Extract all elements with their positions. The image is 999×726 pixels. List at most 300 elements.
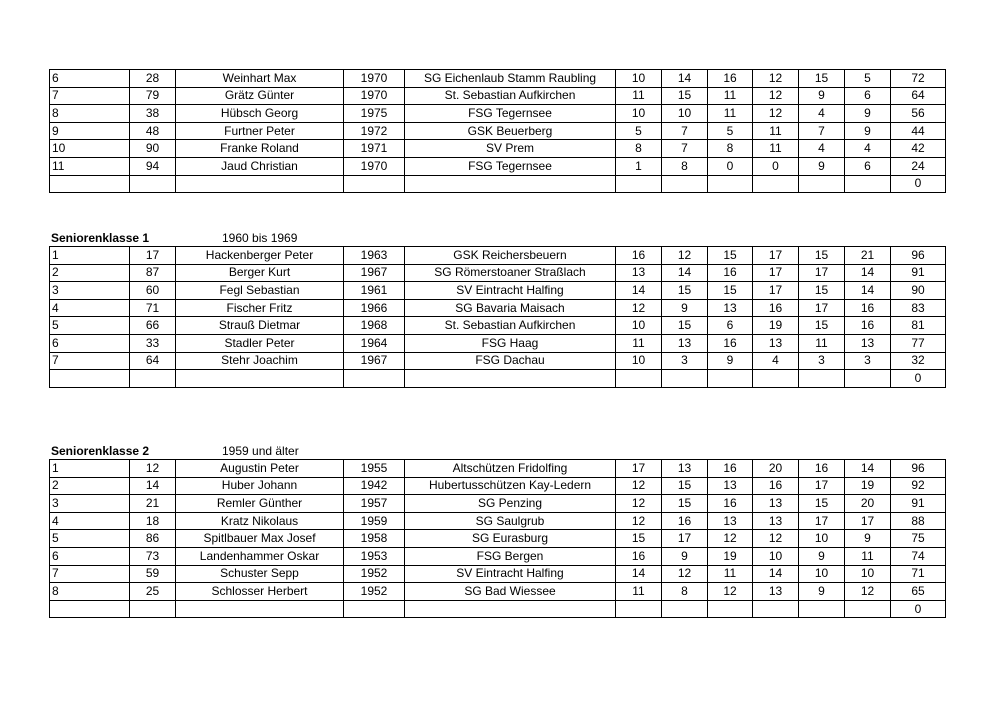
- series-4-cell: 11: [753, 122, 799, 140]
- club-cell: [405, 175, 616, 193]
- series-1-cell: [616, 600, 662, 618]
- rank-cell: 10: [50, 140, 130, 158]
- table-row: [50, 460, 946, 478]
- series-1-cell: 17: [616, 460, 662, 478]
- club-cell: SG Eurasburg: [405, 530, 616, 548]
- series-4-cell: 4: [753, 352, 799, 370]
- series-3-cell: 15: [708, 282, 753, 300]
- start-number-cell: 64: [130, 352, 176, 370]
- total-cell: 0: [891, 175, 946, 193]
- start-number-cell: 28: [130, 70, 176, 88]
- table-row: [50, 175, 946, 193]
- series-2-cell: 8: [662, 583, 708, 601]
- club-cell: Hubertusschützen Kay-Ledern: [405, 477, 616, 495]
- series-1-cell: 8: [616, 140, 662, 158]
- table-row: [50, 530, 946, 548]
- series-5-cell: 17: [799, 512, 845, 530]
- series-6-cell: [845, 370, 891, 388]
- series-3-cell: 13: [708, 299, 753, 317]
- series-5-cell: 9: [799, 157, 845, 175]
- birth-year-cell: [344, 370, 405, 388]
- series-5-cell: [799, 600, 845, 618]
- series-4-cell: 17: [753, 264, 799, 282]
- rank-cell: 6: [50, 70, 130, 88]
- start-number-cell: 25: [130, 583, 176, 601]
- start-number-cell: 71: [130, 299, 176, 317]
- total-cell: 88: [891, 512, 946, 530]
- name-cell: Furtner Peter: [176, 122, 344, 140]
- series-5-cell: 15: [799, 70, 845, 88]
- section-subtitle: 1960 bis 1969: [222, 231, 298, 245]
- total-cell: 91: [891, 264, 946, 282]
- series-2-cell: 15: [662, 495, 708, 513]
- total-cell: 0: [891, 600, 946, 618]
- series-6-cell: 6: [845, 87, 891, 105]
- series-6-cell: 6: [845, 157, 891, 175]
- name-cell: Schlosser Herbert: [176, 583, 344, 601]
- start-number-cell: 14: [130, 477, 176, 495]
- series-1-cell: 12: [616, 299, 662, 317]
- rank-cell: [50, 175, 130, 193]
- series-6-cell: 16: [845, 299, 891, 317]
- start-number-cell: [130, 175, 176, 193]
- club-cell: SG Bad Wiessee: [405, 583, 616, 601]
- start-number-cell: 73: [130, 547, 176, 565]
- table-row: [50, 70, 946, 88]
- series-3-cell: 6: [708, 317, 753, 335]
- start-number-cell: 90: [130, 140, 176, 158]
- birth-year-cell: 1952: [344, 565, 405, 583]
- total-cell: 92: [891, 477, 946, 495]
- series-6-cell: 9: [845, 105, 891, 123]
- start-number-cell: [130, 600, 176, 618]
- series-4-cell: 17: [753, 282, 799, 300]
- series-2-cell: 10: [662, 105, 708, 123]
- series-6-cell: 9: [845, 530, 891, 548]
- total-cell: 32: [891, 352, 946, 370]
- series-6-cell: 20: [845, 495, 891, 513]
- birth-year-cell: 1955: [344, 460, 405, 478]
- club-cell: FSG Dachau: [405, 352, 616, 370]
- rank-cell: 7: [50, 565, 130, 583]
- results-table-continuation: [49, 69, 946, 193]
- name-cell: [176, 370, 344, 388]
- series-2-cell: 12: [662, 247, 708, 265]
- table-row: [50, 122, 946, 140]
- series-3-cell: 16: [708, 334, 753, 352]
- table-row: [50, 282, 946, 300]
- rank-cell: 8: [50, 583, 130, 601]
- series-2-cell: 16: [662, 512, 708, 530]
- club-cell: FSG Haag: [405, 334, 616, 352]
- rank-cell: [50, 370, 130, 388]
- total-cell: 90: [891, 282, 946, 300]
- start-number-cell: 33: [130, 334, 176, 352]
- birth-year-cell: 1967: [344, 264, 405, 282]
- rank-cell: 1: [50, 247, 130, 265]
- series-1-cell: 10: [616, 105, 662, 123]
- series-1-cell: [616, 175, 662, 193]
- series-2-cell: 15: [662, 282, 708, 300]
- series-3-cell: 16: [708, 460, 753, 478]
- name-cell: Franke Roland: [176, 140, 344, 158]
- series-2-cell: 15: [662, 87, 708, 105]
- birth-year-cell: 1975: [344, 105, 405, 123]
- series-6-cell: 5: [845, 70, 891, 88]
- series-4-cell: [753, 370, 799, 388]
- total-cell: 72: [891, 70, 946, 88]
- birth-year-cell: 1959: [344, 512, 405, 530]
- start-number-cell: 66: [130, 317, 176, 335]
- rank-cell: 3: [50, 282, 130, 300]
- name-cell: Stehr Joachim: [176, 352, 344, 370]
- table-row: [50, 105, 946, 123]
- club-cell: [405, 600, 616, 618]
- birth-year-cell: 1964: [344, 334, 405, 352]
- start-number-cell: 21: [130, 495, 176, 513]
- series-4-cell: 20: [753, 460, 799, 478]
- series-4-cell: 13: [753, 512, 799, 530]
- series-5-cell: 15: [799, 282, 845, 300]
- series-3-cell: 11: [708, 565, 753, 583]
- results-table-seniorenklasse-1: [49, 246, 946, 388]
- rank-cell: 5: [50, 317, 130, 335]
- series-3-cell: 8: [708, 140, 753, 158]
- club-cell: SV Prem: [405, 140, 616, 158]
- club-cell: FSG Bergen: [405, 547, 616, 565]
- table-row: [50, 299, 946, 317]
- table-row: [50, 247, 946, 265]
- series-4-cell: 13: [753, 334, 799, 352]
- series-4-cell: 17: [753, 247, 799, 265]
- name-cell: Kratz Nikolaus: [176, 512, 344, 530]
- series-2-cell: 14: [662, 264, 708, 282]
- series-3-cell: 11: [708, 105, 753, 123]
- rank-cell: 6: [50, 547, 130, 565]
- start-number-cell: 48: [130, 122, 176, 140]
- total-cell: 91: [891, 495, 946, 513]
- series-4-cell: 14: [753, 565, 799, 583]
- series-6-cell: 10: [845, 565, 891, 583]
- rank-cell: 3: [50, 495, 130, 513]
- series-4-cell: 13: [753, 495, 799, 513]
- series-3-cell: 5: [708, 122, 753, 140]
- series-6-cell: 13: [845, 334, 891, 352]
- series-1-cell: 16: [616, 547, 662, 565]
- total-cell: 0: [891, 370, 946, 388]
- birth-year-cell: [344, 600, 405, 618]
- club-cell: SG Saulgrub: [405, 512, 616, 530]
- series-5-cell: [799, 370, 845, 388]
- start-number-cell: 79: [130, 87, 176, 105]
- series-5-cell: 11: [799, 334, 845, 352]
- start-number-cell: 38: [130, 105, 176, 123]
- rank-cell: 1: [50, 460, 130, 478]
- table-row: [50, 477, 946, 495]
- series-5-cell: 9: [799, 583, 845, 601]
- club-cell: [405, 370, 616, 388]
- table-row: [50, 334, 946, 352]
- series-2-cell: 15: [662, 317, 708, 335]
- series-5-cell: 10: [799, 530, 845, 548]
- total-cell: 96: [891, 247, 946, 265]
- series-6-cell: 3: [845, 352, 891, 370]
- name-cell: Remler Günther: [176, 495, 344, 513]
- table-row: [50, 583, 946, 601]
- series-3-cell: 11: [708, 87, 753, 105]
- table-row: [50, 87, 946, 105]
- series-5-cell: 7: [799, 122, 845, 140]
- series-3-cell: 15: [708, 247, 753, 265]
- series-2-cell: 9: [662, 299, 708, 317]
- club-cell: FSG Tegernsee: [405, 105, 616, 123]
- name-cell: Strauß Dietmar: [176, 317, 344, 335]
- series-1-cell: 5: [616, 122, 662, 140]
- rank-cell: 4: [50, 299, 130, 317]
- start-number-cell: 94: [130, 157, 176, 175]
- series-4-cell: 12: [753, 105, 799, 123]
- total-cell: 44: [891, 122, 946, 140]
- start-number-cell: 17: [130, 247, 176, 265]
- series-1-cell: 10: [616, 317, 662, 335]
- name-cell: Fegl Sebastian: [176, 282, 344, 300]
- series-3-cell: [708, 600, 753, 618]
- club-cell: SG Eichenlaub Stamm Raubling: [405, 70, 616, 88]
- series-2-cell: 13: [662, 334, 708, 352]
- name-cell: [176, 175, 344, 193]
- start-number-cell: 60: [130, 282, 176, 300]
- name-cell: Stadler Peter: [176, 334, 344, 352]
- series-1-cell: 14: [616, 282, 662, 300]
- total-cell: 83: [891, 299, 946, 317]
- series-6-cell: 19: [845, 477, 891, 495]
- club-cell: SG Penzing: [405, 495, 616, 513]
- series-2-cell: 15: [662, 477, 708, 495]
- series-3-cell: 16: [708, 70, 753, 88]
- series-3-cell: 13: [708, 477, 753, 495]
- table-row: [50, 157, 946, 175]
- series-5-cell: [799, 175, 845, 193]
- birth-year-cell: [344, 175, 405, 193]
- total-cell: 96: [891, 460, 946, 478]
- series-2-cell: [662, 600, 708, 618]
- series-6-cell: 17: [845, 512, 891, 530]
- birth-year-cell: 1958: [344, 530, 405, 548]
- club-cell: SV Eintracht Halfing: [405, 565, 616, 583]
- total-cell: 42: [891, 140, 946, 158]
- birth-year-cell: 1942: [344, 477, 405, 495]
- series-5-cell: 15: [799, 247, 845, 265]
- series-6-cell: 14: [845, 264, 891, 282]
- series-4-cell: [753, 600, 799, 618]
- series-6-cell: 9: [845, 122, 891, 140]
- start-number-cell: 59: [130, 565, 176, 583]
- series-5-cell: 9: [799, 87, 845, 105]
- birth-year-cell: 1970: [344, 87, 405, 105]
- name-cell: Berger Kurt: [176, 264, 344, 282]
- rank-cell: [50, 600, 130, 618]
- name-cell: Jaud Christian: [176, 157, 344, 175]
- rank-cell: 2: [50, 477, 130, 495]
- series-4-cell: 12: [753, 530, 799, 548]
- series-3-cell: 16: [708, 264, 753, 282]
- table-row: [50, 370, 946, 388]
- series-3-cell: 12: [708, 530, 753, 548]
- birth-year-cell: 1961: [344, 282, 405, 300]
- section-subtitle: 1959 und älter: [222, 444, 299, 458]
- series-1-cell: 15: [616, 530, 662, 548]
- series-3-cell: 13: [708, 512, 753, 530]
- name-cell: Spitlbauer Max Josef: [176, 530, 344, 548]
- name-cell: Fischer Fritz: [176, 299, 344, 317]
- birth-year-cell: 1957: [344, 495, 405, 513]
- start-number-cell: 18: [130, 512, 176, 530]
- table-row: [50, 565, 946, 583]
- series-6-cell: 14: [845, 460, 891, 478]
- series-5-cell: 4: [799, 105, 845, 123]
- club-cell: Altschützen Fridolfing: [405, 460, 616, 478]
- club-cell: St. Sebastian Aufkirchen: [405, 87, 616, 105]
- series-5-cell: 9: [799, 547, 845, 565]
- series-6-cell: [845, 175, 891, 193]
- series-1-cell: 16: [616, 247, 662, 265]
- series-4-cell: 19: [753, 317, 799, 335]
- series-5-cell: 15: [799, 495, 845, 513]
- series-3-cell: 19: [708, 547, 753, 565]
- series-5-cell: 17: [799, 299, 845, 317]
- club-cell: SG Bavaria Maisach: [405, 299, 616, 317]
- name-cell: Weinhart Max: [176, 70, 344, 88]
- series-2-cell: 8: [662, 157, 708, 175]
- series-1-cell: 14: [616, 565, 662, 583]
- section-title: Seniorenklasse 2: [51, 444, 150, 458]
- club-cell: St. Sebastian Aufkirchen: [405, 317, 616, 335]
- series-2-cell: 12: [662, 565, 708, 583]
- series-1-cell: 10: [616, 70, 662, 88]
- table-row: [50, 264, 946, 282]
- club-cell: GSK Beuerberg: [405, 122, 616, 140]
- series-2-cell: [662, 370, 708, 388]
- series-4-cell: 11: [753, 140, 799, 158]
- series-1-cell: 10: [616, 352, 662, 370]
- series-2-cell: 3: [662, 352, 708, 370]
- series-6-cell: 21: [845, 247, 891, 265]
- table-row: [50, 512, 946, 530]
- birth-year-cell: 1968: [344, 317, 405, 335]
- table-row: [50, 495, 946, 513]
- series-4-cell: 13: [753, 583, 799, 601]
- series-1-cell: 11: [616, 583, 662, 601]
- series-1-cell: 1: [616, 157, 662, 175]
- series-5-cell: 10: [799, 565, 845, 583]
- name-cell: Schuster Sepp: [176, 565, 344, 583]
- birth-year-cell: 1970: [344, 157, 405, 175]
- rank-cell: 5: [50, 530, 130, 548]
- series-6-cell: 12: [845, 583, 891, 601]
- rank-cell: 7: [50, 87, 130, 105]
- name-cell: Hackenberger Peter: [176, 247, 344, 265]
- table-row: [50, 352, 946, 370]
- name-cell: Huber Johann: [176, 477, 344, 495]
- birth-year-cell: 1967: [344, 352, 405, 370]
- series-2-cell: 9: [662, 547, 708, 565]
- series-2-cell: 14: [662, 70, 708, 88]
- name-cell: Hübsch Georg: [176, 105, 344, 123]
- club-cell: FSG Tegernsee: [405, 157, 616, 175]
- series-6-cell: 14: [845, 282, 891, 300]
- table-row: [50, 547, 946, 565]
- series-2-cell: 17: [662, 530, 708, 548]
- birth-year-cell: 1972: [344, 122, 405, 140]
- name-cell: Grätz Günter: [176, 87, 344, 105]
- club-cell: SG Römerstoaner Straßlach: [405, 264, 616, 282]
- rank-cell: 4: [50, 512, 130, 530]
- series-4-cell: 16: [753, 299, 799, 317]
- series-5-cell: 16: [799, 460, 845, 478]
- series-4-cell: 0: [753, 157, 799, 175]
- series-3-cell: 12: [708, 583, 753, 601]
- results-table-seniorenklasse-2: [49, 459, 946, 618]
- total-cell: 77: [891, 334, 946, 352]
- series-6-cell: [845, 600, 891, 618]
- series-1-cell: 12: [616, 495, 662, 513]
- rank-cell: 7: [50, 352, 130, 370]
- club-cell: GSK Reichersbeuern: [405, 247, 616, 265]
- club-cell: SV Eintracht Halfing: [405, 282, 616, 300]
- table-row: [50, 317, 946, 335]
- series-5-cell: 3: [799, 352, 845, 370]
- series-3-cell: [708, 175, 753, 193]
- name-cell: Landenhammer Oskar: [176, 547, 344, 565]
- total-cell: 24: [891, 157, 946, 175]
- series-2-cell: 13: [662, 460, 708, 478]
- table-row: [50, 140, 946, 158]
- birth-year-cell: 1966: [344, 299, 405, 317]
- series-1-cell: 12: [616, 477, 662, 495]
- series-3-cell: 9: [708, 352, 753, 370]
- series-6-cell: 11: [845, 547, 891, 565]
- series-1-cell: 11: [616, 334, 662, 352]
- birth-year-cell: 1953: [344, 547, 405, 565]
- series-5-cell: 15: [799, 317, 845, 335]
- series-5-cell: 4: [799, 140, 845, 158]
- section-title: Seniorenklasse 1: [51, 231, 150, 245]
- series-4-cell: 16: [753, 477, 799, 495]
- rank-cell: 6: [50, 334, 130, 352]
- birth-year-cell: 1971: [344, 140, 405, 158]
- series-4-cell: 12: [753, 87, 799, 105]
- series-4-cell: 10: [753, 547, 799, 565]
- total-cell: 71: [891, 565, 946, 583]
- name-cell: [176, 600, 344, 618]
- series-3-cell: 16: [708, 495, 753, 513]
- start-number-cell: 87: [130, 264, 176, 282]
- birth-year-cell: 1970: [344, 70, 405, 88]
- total-cell: 74: [891, 547, 946, 565]
- series-3-cell: [708, 370, 753, 388]
- series-1-cell: [616, 370, 662, 388]
- name-cell: Augustin Peter: [176, 460, 344, 478]
- total-cell: 81: [891, 317, 946, 335]
- birth-year-cell: 1952: [344, 583, 405, 601]
- rank-cell: 11: [50, 157, 130, 175]
- total-cell: 75: [891, 530, 946, 548]
- series-3-cell: 0: [708, 157, 753, 175]
- series-1-cell: 13: [616, 264, 662, 282]
- series-4-cell: 12: [753, 70, 799, 88]
- series-6-cell: 16: [845, 317, 891, 335]
- birth-year-cell: 1963: [344, 247, 405, 265]
